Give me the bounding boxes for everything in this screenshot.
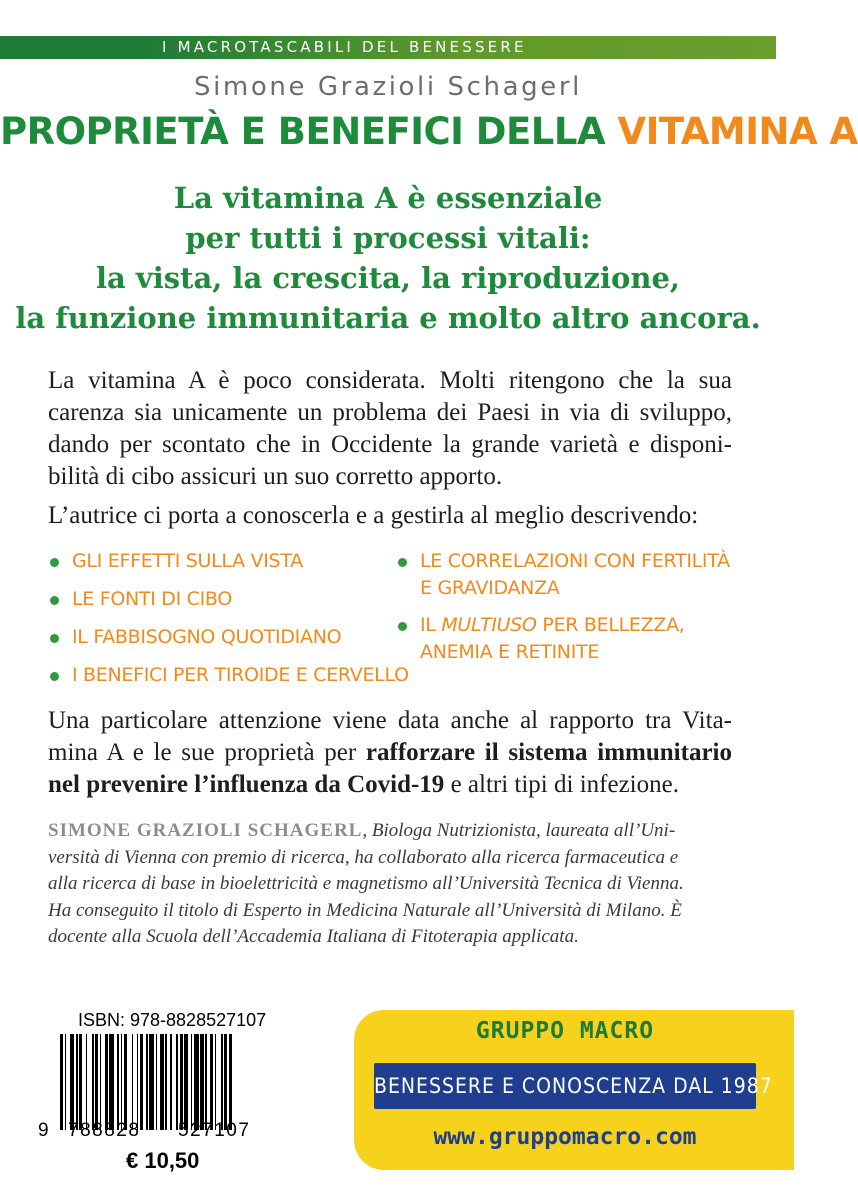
bold-text: rafforzare il sistema immunitario (365, 739, 732, 766)
barcode-bars (60, 1034, 286, 1130)
list-item-line: ANEMIA E RETINITE (420, 641, 600, 663)
list-item-text: IL (420, 614, 442, 636)
barcode-digits-left: 788828 (68, 1120, 141, 1141)
bio-line (48, 818, 728, 845)
paragraph-line: bilità di cibo assicuri un suo corretto apporto. (48, 463, 503, 490)
title-part-2: VITAMINA A (617, 110, 858, 153)
lead-line: La vitamina A è essenziale (173, 181, 603, 215)
title-part-1: PROPRIETÀ E BENEFICI DELLA (0, 110, 618, 153)
bold-text: nel prevenire l’influenza da Covid-19 (48, 771, 445, 798)
text-run: e altri tipi di infezione. (444, 771, 679, 798)
price: € 10,50 (126, 1148, 200, 1173)
topics-intro (48, 500, 732, 532)
list-item-line: LE CORRELAZIONI CON FERTILITÀ (420, 550, 730, 572)
barcode-digits-right: 527107 (178, 1120, 251, 1141)
series-label: I MACROTASCABILI DEL BENESSERE (162, 38, 527, 56)
list-item (398, 548, 730, 602)
publisher-url: www.gruppomacro.com (433, 1124, 697, 1150)
paragraph-line: carenza sia unicamente un problema dei Paesi in via di sviluppo, (48, 399, 732, 426)
list-item: IL FABBISOGNO QUOTIDIANO (50, 624, 409, 651)
list-item-text: PER BELLEZZA, (536, 614, 685, 636)
text-run: , Biologa Nutrizionista, laureata all’Uni- (362, 820, 676, 841)
bio-line: docente alla Scuola dell’Accademia Italiana di Fitoterapia applicata. (48, 926, 579, 947)
barcode-bar (232, 1034, 234, 1130)
intro-paragraph (48, 365, 732, 493)
topics-list-right (398, 548, 730, 676)
publisher-name: GRUPPO MACRO (475, 1018, 655, 1044)
paragraph-line: dando per scontato che in Occidente la grande varietà e disponi- (48, 431, 732, 458)
lead-line: per tutti i processi vitali: (185, 221, 591, 255)
lead-line: la vista, la crescita, la riproduzione, (95, 261, 681, 295)
lead-text (0, 178, 776, 338)
bio-line: alla ricerca di base in bioelettricità e magnetismo all’Università Tecnica di Vienna. (48, 873, 684, 894)
publisher-tagline: BENESSERE E CONOSCENZA DAL 1987 (374, 1063, 756, 1109)
series-bar (0, 36, 776, 59)
paragraph-line: Una particolare attenzione viene data anche al rapporto tra Vita- (48, 707, 732, 734)
author-bio (48, 818, 728, 951)
paragraph-line (48, 769, 732, 801)
paragraph-line (48, 737, 732, 769)
list-item: LE FONTI DI CIBO (50, 586, 409, 613)
list-item: I BENEFICI PER TIROIDE E CERVELLO (50, 662, 409, 689)
paragraph-line: La vitamina A è poco considerata. Molti ritengono che la sua (48, 367, 732, 394)
immunity-paragraph (48, 705, 732, 801)
list-item-line: E GRAVIDANZA (420, 577, 560, 599)
bio-line: versità di Vienna con premio di ricerca, ha collaborato alla ricerca farmaceutica e (48, 846, 679, 868)
bio-line: Ha conseguito il titolo di Esperto in Medicina Naturale all’Università di Milano. È (48, 899, 682, 921)
barcode-digit-first: 9 (38, 1120, 49, 1141)
bio-author-name: SIMONE GRAZIOLI SCHAGERL (48, 820, 363, 841)
text-run: mina A e le sue proprietà per (48, 739, 366, 766)
topics-list-left (50, 548, 409, 700)
list-item: GLI EFFETTI SULLA VISTA (50, 548, 409, 575)
paragraph-line: L’autrice ci porta a conoscerla e a gestirla al meglio descrivendo: (48, 502, 699, 529)
list-item (398, 612, 730, 666)
author-name: Simone Grazioli Schagerl (194, 72, 582, 102)
lead-line: la funzione immunitaria e molto altro ancora. (15, 301, 761, 335)
isbn-label: ISBN: 978-8828527107 (78, 1010, 267, 1030)
book-title (0, 110, 858, 153)
list-item-italic: MULTIUSO (441, 614, 537, 636)
